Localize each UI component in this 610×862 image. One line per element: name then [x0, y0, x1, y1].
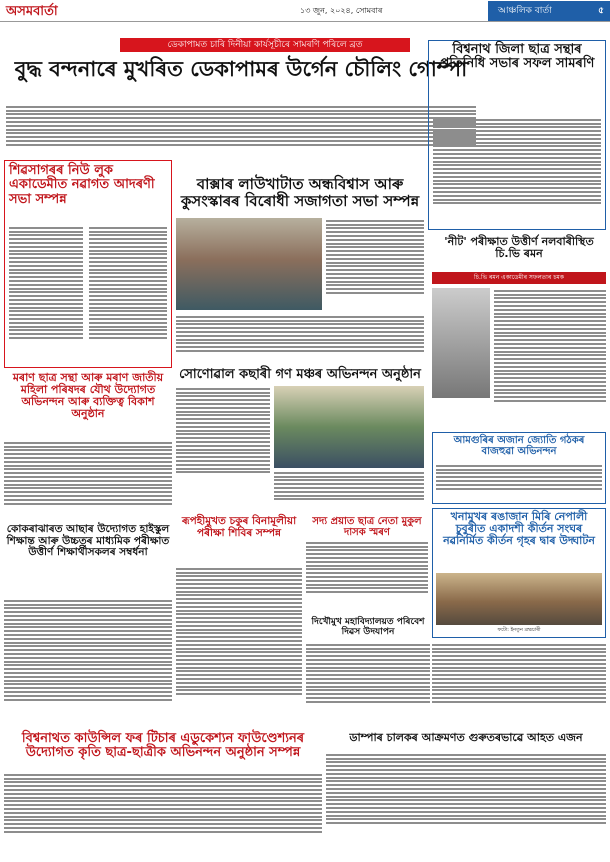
sibsagar-headline: শিৱসাগৰৰ নিউ লুক একাডেমীত নৱাগত আদৰণী সভা সম্পন্ন [9, 163, 155, 207]
biswanath-union-headline: বিশ্বনাথ জিলা ছাত্ৰ সন্থাৰ প্ৰতিনিধি সভাৰ সফল সামৰণি [439, 42, 595, 72]
sonowal-body-right [274, 470, 424, 512]
neet-headline: 'নীট' পৰীক্ষাত উত্তীৰ্ণ নলবাৰীস্থিত চি.ভি ৰমন [444, 235, 594, 261]
superstition-photo [176, 218, 322, 310]
amguri-headline: আমগুৰিৰ অজান জ্যোতি গঠকৰ বাজহুৱা অভিনন্দন [453, 435, 585, 457]
plant-headline: দিখৌমুখ মহাবিদ্যালয়ত পৰিবেশ দিৱস উদযাপন [311, 617, 425, 637]
superstition-headline: বাক্সাৰ লাউখাটাত অন্ধবিশ্বাস আৰু কুসংস্কাৰৰ বিৰোধী সজাগতা সভা সম্পন্ন [180, 175, 420, 210]
section-name: আঞ্চলিক বাৰ্তা [498, 6, 552, 16]
issue-date: ১৩ জুন, ২০২৪, সোমবাৰ [300, 6, 383, 15]
khanamukh-headline: খনামুখৰ ৰঙাজান মিৰি নেপালী চুবুৰীত একাদশী কীৰ্তন সংঘৰ নৱনিৰ্মিত কীৰ্তন গৃহৰ দ্বাৰ উদ্ঘাটন [443, 510, 595, 548]
amguri-body [436, 463, 602, 501]
attack-body [326, 752, 606, 858]
biswanath-union-box [428, 40, 606, 230]
khanamukh-photo [436, 573, 602, 625]
neet-photo [432, 288, 490, 398]
amguri-box [432, 432, 606, 504]
women-council-headline: মৰাণ ছাত্ৰ সন্থা আৰু মৰাণ জাতীয় মহিলা পৰিষদৰ যৌথ উদ্যোগত অভিনন্দন আৰু ব্যক্তিত্ব বিকাশ অনুষ্ঠান [12, 371, 164, 421]
superstition-body-bottom [176, 314, 424, 364]
top-story-kicker: ডেকাপামত চাৰি দিনীয়া কাৰ্যসূচীৰে সামৰণি পৰিলে ব্ৰত [120, 38, 410, 52]
attack-headline: ডাম্পাৰ চালকৰ আক্ৰমণত গুৰুতৰভাৱে আহত এজন [349, 731, 583, 744]
khanamukh-body [432, 642, 606, 726]
masthead [0, 0, 610, 22]
biswanath-council-body [4, 772, 322, 858]
plant-body [306, 642, 430, 726]
women-council-body [4, 440, 172, 522]
superstition-body-right [326, 218, 424, 310]
rupohi-body [176, 566, 302, 726]
khanamukh-caption: ফটো: ইনতুন ব্ৰহ্মচাৰী [497, 627, 541, 633]
sonowal-headline: সোণোৱাল কছাৰী গণ মঞ্চৰ অভিনন্দন অনুষ্ঠান [179, 367, 421, 382]
kokrajhar-headline: কোকৰাঝাৰত আছাৰ উদ্যোগত হাইস্কুল শিক্ষান্ত আৰু উচ্চতৰ মাধ্যমিক পৰীক্ষাত উত্তীৰ্ণ শিক্ষাৰ্থীসকলৰ সম্বৰ্ধনা [6, 523, 170, 559]
neet-body [494, 288, 606, 428]
sibsagar-body-left [9, 225, 83, 365]
sibsagar-body-right [89, 225, 167, 365]
newspaper-logo: অসমবাৰ্তা [6, 4, 58, 19]
page-number: ৫ [598, 6, 604, 16]
section-tag [488, 1, 610, 21]
mukul-body [306, 540, 428, 612]
sonowal-body-left [176, 386, 270, 498]
biswanath-union-body [433, 117, 601, 225]
rupohi-headline: ৰূপহীমুখত চকুৰ বিনামূলীয়া পৰীক্ষা শিবিৰ সম্পন্ন [181, 515, 297, 539]
mukul-headline: সদ্য প্ৰয়াত ছাত্ৰ নেতা মুকুল দাসক স্মৰণ [312, 516, 422, 538]
sonowal-photo [274, 386, 424, 468]
sibsagar-box [4, 160, 172, 368]
biswanath-council-headline: বিশ্বনাথত কাউন্সিল ফৰ টিচাৰ এডুকেশ্যন ফাউণ্ডেশ্যনৰ উদ্যোগত কৃতি ছাত্ৰ-ছাত্ৰীক অভিনন্দন অনুষ্ঠান সম্পন্ন [21, 731, 305, 761]
top-story-headline: বুদ্ধ বন্দনাৰে মুখৰিত ডেকাপামৰ উৰ্গেন চৌলিং গোম্পা [14, 57, 468, 81]
neet-subhead: চি.ভি ৰমন একাডেমীৰ সফলতাৰ চমক [432, 272, 606, 284]
khanamukh-box [432, 508, 606, 638]
top-story-body [6, 104, 476, 156]
kokrajhar-body [4, 598, 172, 726]
